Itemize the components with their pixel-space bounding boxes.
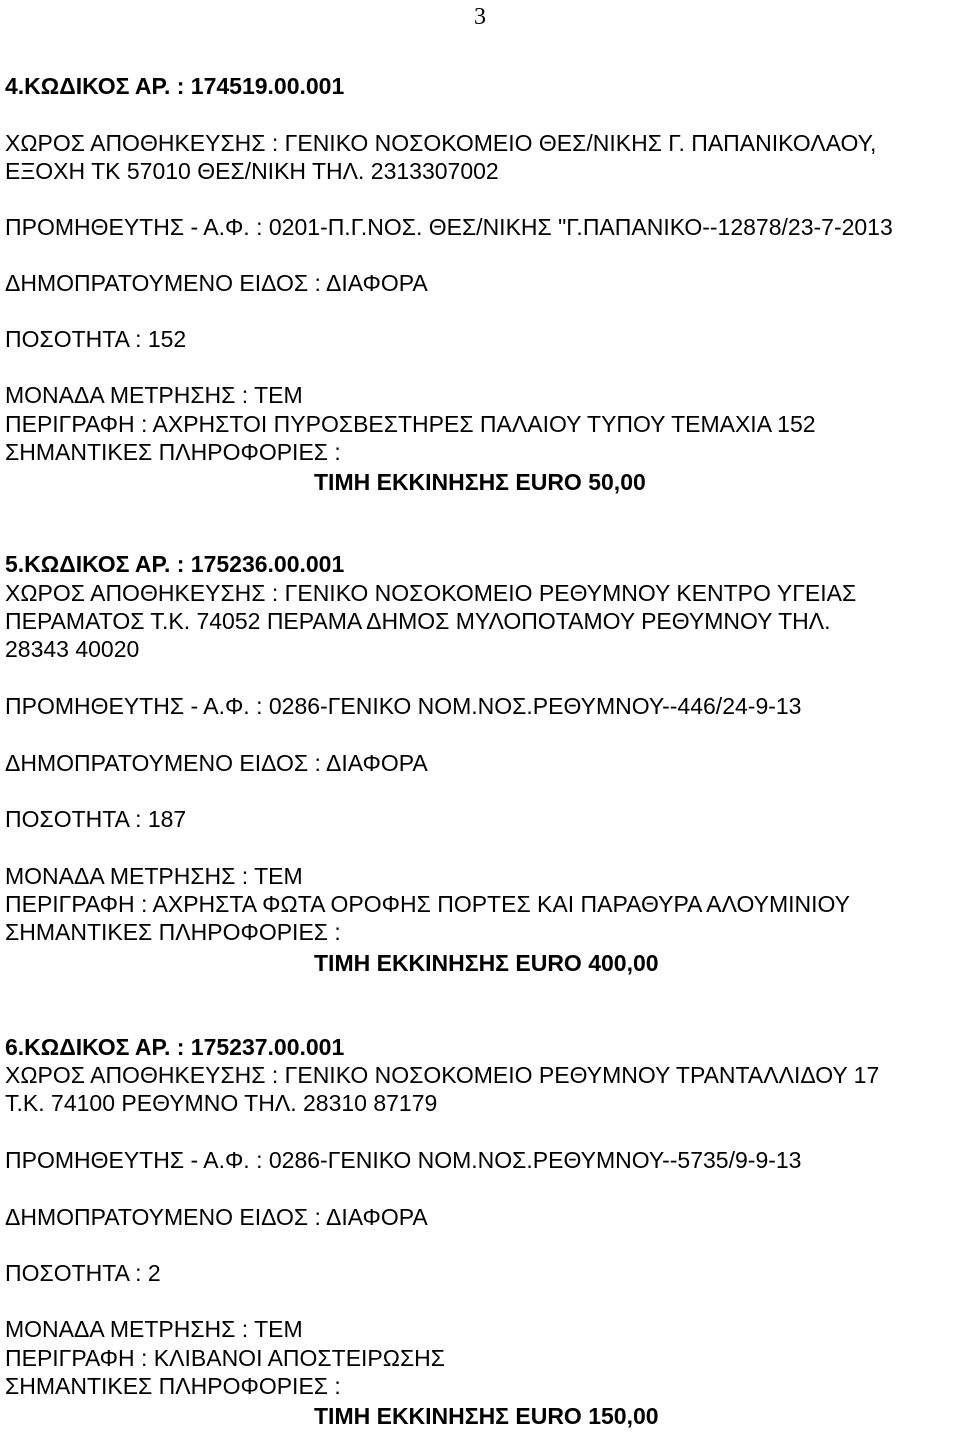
- page-number: 3: [474, 4, 486, 30]
- important-info: ΣΗΜΑΝΤΙΚΕΣ ΠΛΗΡΟΦΟΡΙΕΣ :: [5, 1373, 341, 1399]
- item-code: 5.ΚΩΔΙΚΟΣ ΑΡ. : 175236.00.001: [5, 551, 345, 577]
- storage-location-line-3: 28343 40020: [5, 636, 140, 662]
- supplier: ΠΡΟΜΗΘΕΥΤΗΣ - Α.Φ. : 0286-ΓΕΝΙΚΟ ΝΟΜ.ΝΟΣ.ΡΕΘΥΜΝΟΥ--5735/9-9-13: [5, 1147, 802, 1173]
- quantity: ΠΟΣΟΤΗΤΑ : 2: [5, 1260, 161, 1286]
- supplier: ΠΡΟΜΗΘΕΥΤΗΣ - Α.Φ. : 0286-ΓΕΝΙΚΟ ΝΟΜ.ΝΟΣ.ΡΕΘΥΜΝΟΥ--446/24-9-13: [5, 693, 802, 719]
- starting-price: ΤΙΜΗ ΕΚΚΙΝΗΣΗΣ EURO 50,00: [314, 469, 646, 495]
- storage-location-line-1: ΧΩΡΟΣ ΑΠΟΘΗΚΕΥΣΗΣ : ΓΕΝΙΚΟ ΝΟΣΟΚΟΜΕΙΟ ΘΕΣ/ΝΙΚΗΣ Γ. ΠΑΠΑΝΙΚΟΛΑΟΥ,: [5, 130, 877, 156]
- storage-location-line-1: ΧΩΡΟΣ ΑΠΟΘΗΚΕΥΣΗΣ : ΓΕΝΙΚΟ ΝΟΣΟΚΟΜΕΙΟ ΡΕΘΥΜΝΟΥ ΤΡΑΝΤΑΛΛΙΔΟΥ 17: [5, 1062, 880, 1088]
- description: ΠΕΡΙΓΡΑΦΗ : ΑΧΡΗΣΤΑ ΦΩΤΑ ΟΡΟΦΗΣ ΠΟΡΤΕΣ ΚΑΙ ΠΑΡΑΘΥΡΑ ΑΛΟΥΜΙΝΙΟΥ: [5, 891, 851, 917]
- important-info: ΣΗΜΑΝΤΙΚΕΣ ΠΛΗΡΟΦΟΡΙΕΣ :: [5, 919, 341, 945]
- important-info: ΣΗΜΑΝΤΙΚΕΣ ΠΛΗΡΟΦΟΡΙΕΣ :: [5, 439, 341, 465]
- item-code: 4.ΚΩΔΙΚΟΣ ΑΡ. : 174519.00.001: [5, 73, 345, 99]
- item-code: 6.ΚΩΔΙΚΟΣ ΑΡ. : 175237.00.001: [5, 1034, 345, 1060]
- storage-location-line-1: ΧΩΡΟΣ ΑΠΟΘΗΚΕΥΣΗΣ : ΓΕΝΙΚΟ ΝΟΣΟΚΟΜΕΙΟ ΡΕΘΥΜΝΟΥ ΚΕΝΤΡΟ ΥΓΕΙΑΣ: [5, 580, 857, 606]
- item-type: ΔΗΜΟΠΡΑΤΟΥΜΕΝΟ ΕΙΔΟΣ : ΔΙΑΦΟΡΑ: [5, 1204, 428, 1230]
- starting-price: ΤΙΜΗ ΕΚΚΙΝΗΣΗΣ EURO 400,00: [314, 950, 659, 976]
- unit-of-measure: ΜΟΝΑΔΑ ΜΕΤΡΗΣΗΣ : ΤΕΜ: [5, 382, 303, 408]
- unit-of-measure: ΜΟΝΑΔΑ ΜΕΤΡΗΣΗΣ : ΤΕΜ: [5, 1316, 303, 1342]
- item-type: ΔΗΜΟΠΡΑΤΟΥΜΕΝΟ ΕΙΔΟΣ : ΔΙΑΦΟΡΑ: [5, 750, 428, 776]
- item-type: ΔΗΜΟΠΡΑΤΟΥΜΕΝΟ ΕΙΔΟΣ : ΔΙΑΦΟΡΑ: [5, 270, 428, 296]
- description: ΠΕΡΙΓΡΑΦΗ : ΑΧΡΗΣΤΟΙ ΠΥΡΟΣΒΕΣΤΗΡΕΣ ΠΑΛΑΙΟΥ ΤΥΠΟΥ ΤΕΜΑΧΙΑ 152: [5, 411, 816, 437]
- starting-price: ΤΙΜΗ ΕΚΚΙΝΗΣΗΣ EURO 150,00: [314, 1403, 659, 1429]
- quantity: ΠΟΣΟΤΗΤΑ : 187: [5, 806, 187, 832]
- unit-of-measure: ΜΟΝΑΔΑ ΜΕΤΡΗΣΗΣ : ΤΕΜ: [5, 863, 303, 889]
- storage-location-line-2: ΕΞΟΧΗ ΤΚ 57010 ΘΕΣ/ΝΙΚΗ ΤΗΛ. 2313307002: [5, 158, 499, 184]
- description: ΠΕΡΙΓΡΑΦΗ : ΚΛΙΒΑΝΟΙ ΑΠΟΣΤΕΙΡΩΣΗΣ: [5, 1345, 445, 1371]
- supplier: ΠΡΟΜΗΘΕΥΤΗΣ - Α.Φ. : 0201-Π.Γ.ΝΟΣ. ΘΕΣ/ΝΙΚΗΣ "Γ.ΠΑΠΑΝΙΚΟ--12878/23-7-2013: [5, 214, 893, 240]
- storage-location-line-2: Τ.Κ. 74100 ΡΕΘΥΜΝΟ ΤΗΛ. 28310 87179: [5, 1090, 438, 1116]
- quantity: ΠΟΣΟΤΗΤΑ : 152: [5, 326, 187, 352]
- storage-location-line-2: ΠΕΡΑΜΑΤΟΣ Τ.Κ. 74052 ΠΕΡΑΜΑ ΔΗΜΟΣ ΜΥΛΟΠΟΤΑΜΟΥ ΡΕΘΥΜΝΟΥ ΤΗΛ.: [5, 608, 831, 634]
